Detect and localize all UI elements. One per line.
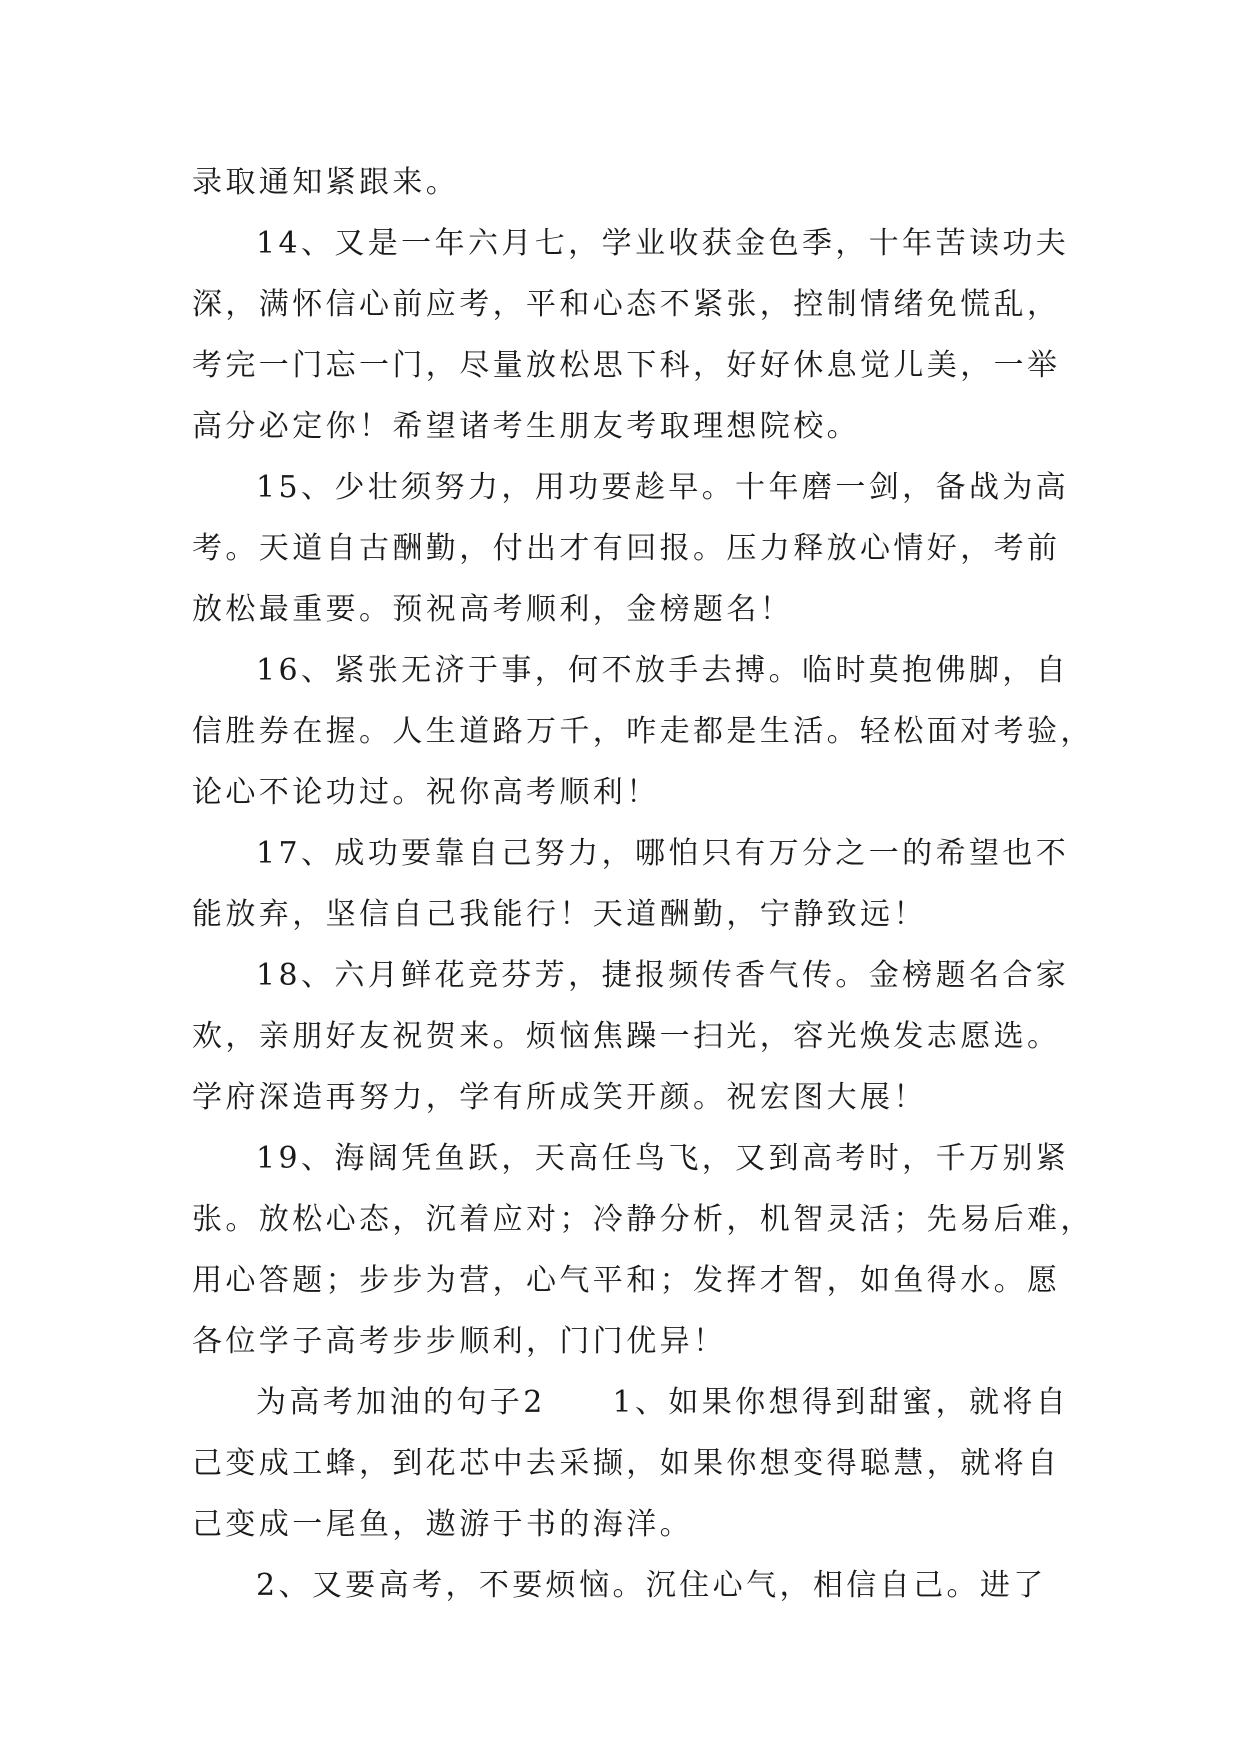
paragraph-16-line-3: 论心不论功过。祝你高考顺利！ <box>192 775 660 810</box>
document-body <box>192 152 1094 1616</box>
paragraph-18-line-3: 学府深造再努力，学有所成笑开颜。祝宏图大展！ <box>192 1080 927 1115</box>
paragraph-14-line-4: 高分必定你！希望诸考生朋友考取理想院校。 <box>192 409 860 444</box>
section-2-item-2-line-1: 2、又要高考，不要烦恼。沉住心气，相信自己。进了 <box>256 1568 1047 1603</box>
paragraph-19-line-4: 各位学子高考步步顺利，门门优异！ <box>192 1324 727 1359</box>
section-2-item-1-line-3: 己变成一尾鱼，遨游于书的海洋。 <box>192 1507 693 1542</box>
paragraph-17-line-2: 能放弃，坚信自己我能行！天道酬勤，宁静致远！ <box>192 897 927 932</box>
paragraph-16-line-2: 信胜券在握。人生道路万千，咋走都是生活。轻松面对考验， <box>192 714 1094 749</box>
section-2-heading-line: 为高考加油的句子2 1、如果你想得到甜蜜，就将自 <box>256 1385 1070 1420</box>
paragraph-15-line-1: 15、少壮须努力，用功要趁早。十年磨一剑，备战为高 <box>256 470 1070 505</box>
paragraph-18-line-1: 18、六月鲜花竞芬芳，捷报频传香气传。金榜题名合家 <box>256 958 1070 993</box>
paragraph-19-line-2: 张。放松心态，沉着应对；冷静分析，机智灵活；先易后难， <box>192 1202 1094 1237</box>
paragraph-15-line-3: 放松最重要。预祝高考顺利，金榜题名！ <box>192 592 794 627</box>
paragraph-14-line-3: 考完一门忘一门，尽量放松思下科，好好休息觉儿美，一举 <box>192 348 1061 383</box>
paragraph-14-line-2: 深，满怀信心前应考，平和心态不紧张，控制情绪免慌乱， <box>192 287 1061 322</box>
paragraph-17-line-1: 17、成功要靠自己努力，哪怕只有万分之一的希望也不 <box>256 836 1070 871</box>
paragraph-18-line-2: 欢，亲朋好友祝贺来。烦恼焦躁一扫光，容光焕发志愿选。 <box>192 1019 1061 1054</box>
section-2-item-1-line-2: 己变成工蜂，到花芯中去采撷，如果你想变得聪慧，就将自 <box>192 1446 1061 1481</box>
paragraph-19-line-3: 用心答题；步步为营，心气平和；发挥才智，如鱼得水。愿 <box>192 1263 1061 1298</box>
text-line: 录取通知紧跟来。 <box>192 165 460 200</box>
paragraph-15-line-2: 考。天道自古酬勤，付出才有回报。压力释放心情好，考前 <box>192 531 1061 566</box>
paragraph-19-line-1: 19、海阔凭鱼跃，天高任鸟飞，又到高考时，千万别紧 <box>256 1141 1070 1176</box>
paragraph-16-line-1: 16、紧张无济于事，何不放手去搏。临时莫抱佛脚，自 <box>256 653 1070 688</box>
paragraph-14-line-1: 14、又是一年六月七，学业收获金色季，十年苦读功夫 <box>256 226 1070 261</box>
